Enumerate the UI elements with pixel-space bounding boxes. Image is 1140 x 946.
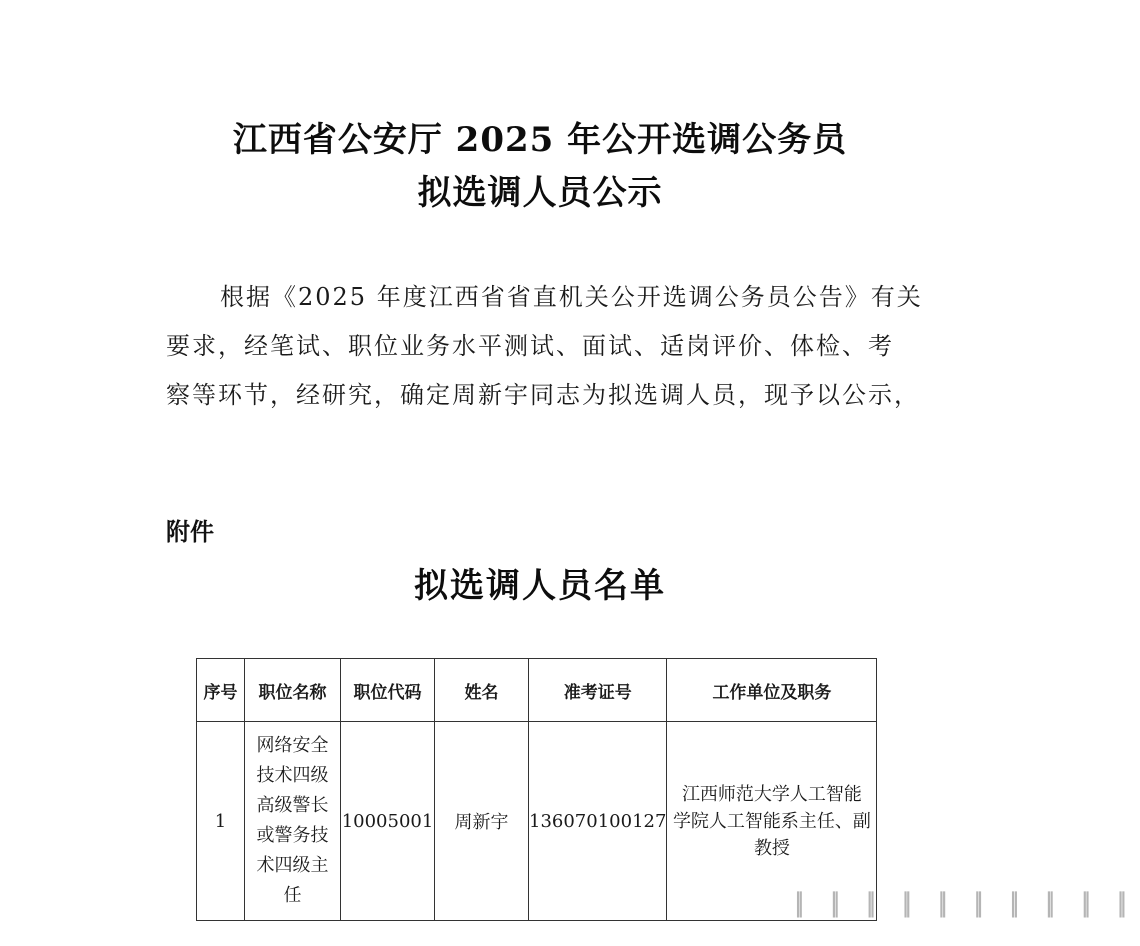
body-line-3: 察等环节，经研究，确定周新宇同志为拟选调人员，现予以公示， [166,381,920,409]
unit-line: 学院人工智能系主任、副 [672,810,871,832]
document-title-line1: 江西省公安厅 2025 年公开选调公务员 [232,120,848,160]
body-paragraph [166,273,923,420]
cell-index: 1 [197,722,245,921]
table-header-row [197,659,877,722]
attachment-label: 附件 [166,518,214,546]
cell-name: 周新宇 [435,722,529,921]
body-line-1: 根据《2025 年度江西省省直机关公开选调公务员公告》有关 [220,283,923,311]
body-line-2: 要求，经笔试、职位业务水平测试、面试、适岗评价、体检、考 [166,332,894,360]
header-exam-number: 准考证号 [529,659,667,722]
position-line: 任 [283,885,302,906]
position-line: 技术四级 [256,765,329,786]
roster-table [196,658,877,921]
header-position-name: 职位名称 [245,659,341,722]
watermark-mark: ▕▏▕▏▕▏▕▏▕▏▕▏▕▏▕▏▕▏▕▏ [782,893,1140,918]
list-title: 拟选调人员名单 [414,566,666,606]
position-line: 或警务技 [256,825,329,846]
unit-line: 教授 [753,837,790,859]
header-name: 姓名 [435,659,529,722]
header-position-code: 职位代码 [341,659,435,722]
cell-position-code: 10005001 [341,722,435,921]
position-line: 网络安全 [256,735,329,756]
cell-exam-number: 136070100127 [529,722,667,921]
position-line: 高级警长 [256,795,329,816]
table-row [197,722,877,921]
cell-position-name [245,722,341,921]
document-title-line2: 拟选调人员公示 [417,173,663,213]
unit-line: 江西师范大学人工智能 [681,783,862,805]
header-unit-and-title: 工作单位及职务 [667,659,877,722]
cell-unit-and-title [667,722,877,921]
position-line: 术四级主 [256,855,329,876]
header-index: 序号 [197,659,245,722]
